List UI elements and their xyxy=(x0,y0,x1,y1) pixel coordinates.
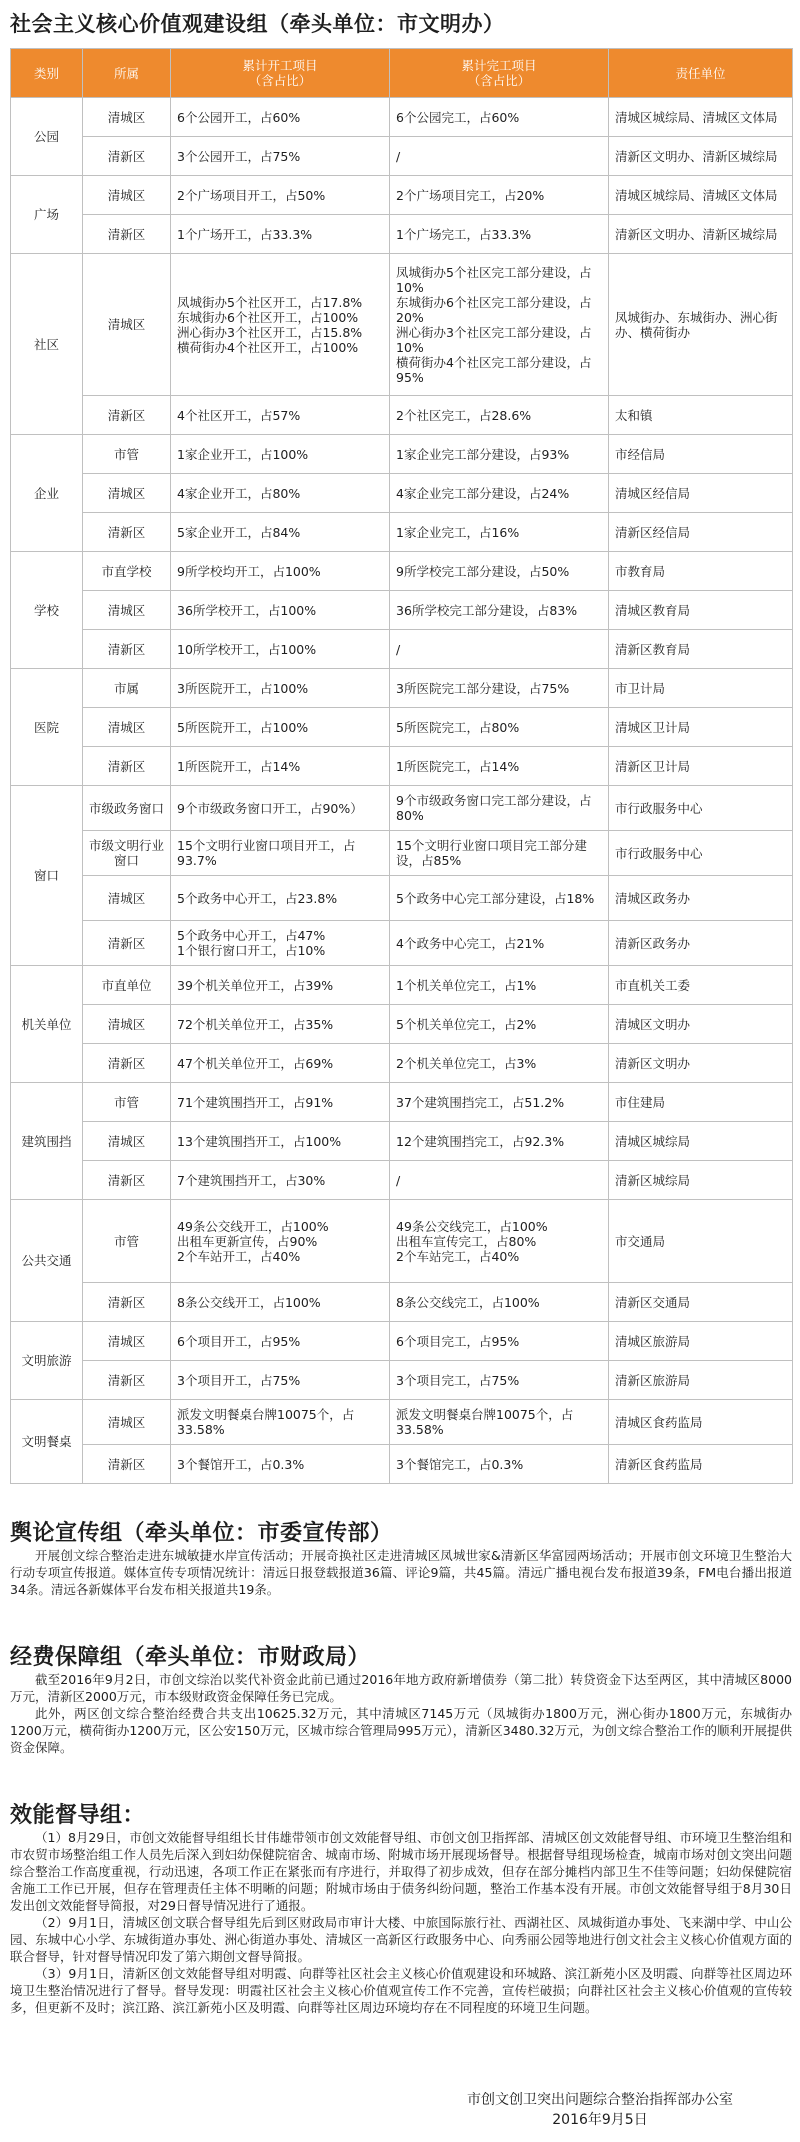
area-cell: 清新区 xyxy=(83,1445,171,1484)
started-cell: 72个机关单位开工，占35% xyxy=(171,1005,390,1044)
header-responsible-unit: 责任单位 xyxy=(609,49,793,98)
responsible-unit-cell: 清城区城综局、清城区文体局 xyxy=(609,98,793,137)
header-category: 类别 xyxy=(11,49,83,98)
table-row xyxy=(11,708,793,747)
supervision-title: 效能督导组： xyxy=(10,1803,146,1828)
table-row xyxy=(11,876,793,921)
started-cell: 4家企业开工，占80% xyxy=(171,474,390,513)
area-cell: 清新区 xyxy=(83,630,171,669)
started-cell: 派发文明餐桌台牌10075个，占33.58% xyxy=(171,1400,390,1445)
area-cell: 市管 xyxy=(83,1200,171,1283)
area-cell: 清新区 xyxy=(83,747,171,786)
responsible-unit-cell: 市住建局 xyxy=(609,1083,793,1122)
completed-cell: / xyxy=(390,137,609,176)
completed-cell: 凤城街办5个社区完工部分建设，占10% 东城街办6个社区完工部分建设，占20% 洲心街办3个社区完工部分建设，占10% 横荷街办4个社区完工部分建设，占95% xyxy=(390,254,609,396)
completed-cell: / xyxy=(390,630,609,669)
started-cell: 71个建筑围挡开工，占91% xyxy=(171,1083,390,1122)
table-row xyxy=(11,921,793,966)
started-cell: 1所医院开工，占14% xyxy=(171,747,390,786)
category-cell: 文明旅游 xyxy=(11,1322,83,1400)
completed-cell: 3所医院完工部分建设，占75% xyxy=(390,669,609,708)
responsible-unit-cell: 清城区文明办 xyxy=(609,1005,793,1044)
responsible-unit-cell: 清城区教育局 xyxy=(609,591,793,630)
responsible-unit-cell: 清城区政务办 xyxy=(609,876,793,921)
category-cell: 文明餐桌 xyxy=(11,1400,83,1484)
started-cell: 9个市级政务窗口开工，占90%） xyxy=(171,786,390,831)
table-row xyxy=(11,1322,793,1361)
area-cell: 清城区 xyxy=(83,254,171,396)
responsible-unit-cell: 市教育局 xyxy=(609,552,793,591)
responsible-unit-cell: 市卫计局 xyxy=(609,669,793,708)
table-row xyxy=(11,474,793,513)
table-row xyxy=(11,1044,793,1083)
responsible-unit-cell: 清新区教育局 xyxy=(609,630,793,669)
area-cell: 清新区 xyxy=(83,215,171,254)
area-cell: 清新区 xyxy=(83,1283,171,1322)
started-cell: 5个政务中心开工，占47% 1个银行窗口开工，占10% xyxy=(171,921,390,966)
area-cell: 清城区 xyxy=(83,98,171,137)
progress-table xyxy=(10,48,793,1484)
completed-cell: 4个政务中心完工，占21% xyxy=(390,921,609,966)
completed-cell: 2个广场项目完工，占20% xyxy=(390,176,609,215)
table-row xyxy=(11,98,793,137)
completed-cell: 8条公交线完工，占100% xyxy=(390,1283,609,1322)
table-row xyxy=(11,1005,793,1044)
table-row xyxy=(11,669,793,708)
table-row xyxy=(11,1200,793,1283)
responsible-unit-cell: 清新区文明办、清新区城综局 xyxy=(609,137,793,176)
completed-cell: 1家企业完工部分建设，占93% xyxy=(390,435,609,474)
table-row xyxy=(11,831,793,876)
area-cell: 清城区 xyxy=(83,176,171,215)
completed-cell: 15个文明行业窗口项目完工部分建设，占85% xyxy=(390,831,609,876)
responsible-unit-cell: 市行政服务中心 xyxy=(609,786,793,831)
responsible-unit-cell: 清新区文明办、清新区城综局 xyxy=(609,215,793,254)
started-cell: 47个机关单位开工，占69% xyxy=(171,1044,390,1083)
started-cell: 3所医院开工，占100% xyxy=(171,669,390,708)
started-cell: 6个公园开工，占60% xyxy=(171,98,390,137)
area-cell: 清城区 xyxy=(83,1122,171,1161)
responsible-unit-cell: 清城区食药监局 xyxy=(609,1400,793,1445)
responsible-unit-cell: 清新区政务办 xyxy=(609,921,793,966)
table-row xyxy=(11,786,793,831)
footer-date: 2016年9月5日 xyxy=(552,2112,648,2128)
started-cell: 9所学校均开工，占100% xyxy=(171,552,390,591)
area-cell: 清城区 xyxy=(83,1400,171,1445)
completed-cell: 12个建筑围挡完工，占92.3% xyxy=(390,1122,609,1161)
completed-cell: 5个机关单位完工，占2% xyxy=(390,1005,609,1044)
area-cell: 清新区 xyxy=(83,513,171,552)
area-cell: 清城区 xyxy=(83,876,171,921)
table-row xyxy=(11,137,793,176)
area-cell: 清新区 xyxy=(83,1161,171,1200)
table-header-row xyxy=(11,49,793,98)
completed-cell: 派发文明餐桌台牌10075个，占33.58% xyxy=(390,1400,609,1445)
started-cell: 3个餐馆开工，占0.3% xyxy=(171,1445,390,1484)
started-cell: 13个建筑围挡开工，占100% xyxy=(171,1122,390,1161)
table-row xyxy=(11,176,793,215)
area-cell: 市级文明行业窗口 xyxy=(83,831,171,876)
category-cell: 机关单位 xyxy=(11,966,83,1083)
completed-cell: 3个项目完工，占75% xyxy=(390,1361,609,1400)
started-cell: 5个政务中心开工，占23.8% xyxy=(171,876,390,921)
started-cell: 凤城街办5个社区开工，占17.8% 东城街办6个社区开工，占100% 洲心街办3个社区开工，占15.8% 横荷街办4个社区开工，占100% xyxy=(171,254,390,396)
table-row xyxy=(11,1161,793,1200)
table-row xyxy=(11,747,793,786)
supervision-paragraph-2: （2）9月1日，清城区创文联合督导组先后到区财政局市审计大楼、中旅国际旅行社、西湖社区、凤城街道办事处、飞来湖中学、中山公园、东城中心小学、东城街道办事处、洲心街道办事处、清城区一高新区行政服务中心、向秀丽公园等地进行创文社会主义核心价值观方面的联合督导，针对督导情况印发了第六期创文督导简报。 xyxy=(10,1915,792,1964)
supervision-paragraph-1: （1）8月29日，市创文效能督导组组长甘伟雄带领市创文效能督导组、市创文创卫指挥部、清城区创文效能督导组、市环境卫生整治组和市农贸市场整治组工作人员先后深入到妇幼保健院宿舍、城南市场、附城市场开展现场督导。根据督导组现场检查，城南市场对创文突出问题综合整治工作高度重视，行动迅速，各项工作正在紧张而有序进行，并取得了初步成效，但存在部分摊档内部卫生不佳等问题；妇幼保健院宿舍施工工作已开展，但存在管理责任主体不明晰的问题；附城市场由于债务纠纷问题，整治工作基本没有开展。市创文效能督导组于8月30日发出创文效能督导简报，对29日督导情况进行了通报。 xyxy=(10,1830,792,1913)
completed-cell: 6个公园完工，占60% xyxy=(390,98,609,137)
completed-cell: 4家企业完工部分建设，占24% xyxy=(390,474,609,513)
area-cell: 清新区 xyxy=(83,137,171,176)
completed-cell: / xyxy=(390,1161,609,1200)
responsible-unit-cell: 清新区食药监局 xyxy=(609,1445,793,1484)
started-cell: 3个项目开工，占75% xyxy=(171,1361,390,1400)
area-cell: 清城区 xyxy=(83,708,171,747)
footer-org: 市创文创卫突出问题综合整治指挥部办公室 xyxy=(467,2092,733,2108)
completed-cell: 3个餐馆完工，占0.3% xyxy=(390,1445,609,1484)
table-row xyxy=(11,1122,793,1161)
area-cell: 清新区 xyxy=(83,1361,171,1400)
category-cell: 社区 xyxy=(11,254,83,435)
completed-cell: 6个项目完工，占95% xyxy=(390,1322,609,1361)
category-cell: 公共交通 xyxy=(11,1200,83,1322)
area-cell: 清新区 xyxy=(83,921,171,966)
table-row xyxy=(11,630,793,669)
table-body xyxy=(11,98,793,1484)
area-cell: 清城区 xyxy=(83,1005,171,1044)
category-cell: 医院 xyxy=(11,669,83,786)
started-cell: 6个项目开工，占95% xyxy=(171,1322,390,1361)
area-cell: 市直学校 xyxy=(83,552,171,591)
started-cell: 8条公交线开工，占100% xyxy=(171,1283,390,1322)
table-row xyxy=(11,1361,793,1400)
completed-cell: 1个广场完工，占33.3% xyxy=(390,215,609,254)
responsible-unit-cell: 凤城街办、东城街办、洲心街办、横荷街办 xyxy=(609,254,793,396)
table-row xyxy=(11,215,793,254)
completed-cell: 2个社区完工，占28.6% xyxy=(390,396,609,435)
completed-cell: 9个市级政务窗口完工部分建设，占80% xyxy=(390,786,609,831)
table-row xyxy=(11,966,793,1005)
started-cell: 39个机关单位开工，占39% xyxy=(171,966,390,1005)
started-cell: 2个广场项目开工，占50% xyxy=(171,176,390,215)
started-cell: 10所学校开工，占100% xyxy=(171,630,390,669)
category-cell: 企业 xyxy=(11,435,83,552)
category-cell: 学校 xyxy=(11,552,83,669)
responsible-unit-cell: 清城区城综局 xyxy=(609,1122,793,1161)
responsible-unit-cell: 清新区卫计局 xyxy=(609,747,793,786)
started-cell: 49条公交线开工，占100% 出租车更新宣传，占90% 2个车站开工，占40% xyxy=(171,1200,390,1283)
completed-cell: 36所学校完工部分建设，占83% xyxy=(390,591,609,630)
responsible-unit-cell: 市经信局 xyxy=(609,435,793,474)
responsible-unit-cell: 市行政服务中心 xyxy=(609,831,793,876)
table-row xyxy=(11,1445,793,1484)
category-cell: 公园 xyxy=(11,98,83,176)
responsible-unit-cell: 清新区旅游局 xyxy=(609,1361,793,1400)
responsible-unit-cell: 清新区城综局 xyxy=(609,1161,793,1200)
completed-cell: 1个机关单位完工，占1% xyxy=(390,966,609,1005)
completed-cell: 2个机关单位完工，占3% xyxy=(390,1044,609,1083)
responsible-unit-cell: 市交通局 xyxy=(609,1200,793,1283)
header-area: 所属 xyxy=(83,49,171,98)
section-title-core-values: 社会主义核心价值观建设组（牵头单位：市文明办） xyxy=(10,12,505,36)
started-cell: 5所医院开工，占100% xyxy=(171,708,390,747)
table-row xyxy=(11,396,793,435)
completed-cell: 5所医院完工，占80% xyxy=(390,708,609,747)
header-started: 累计开工项目 （含占比） xyxy=(171,49,390,98)
started-cell: 3个公园开工，占75% xyxy=(171,137,390,176)
started-cell: 4个社区开工，占57% xyxy=(171,396,390,435)
started-cell: 7个建筑围挡开工，占30% xyxy=(171,1161,390,1200)
responsible-unit-cell: 清新区经信局 xyxy=(609,513,793,552)
started-cell: 1个广场开工，占33.3% xyxy=(171,215,390,254)
supervision-section xyxy=(10,1798,792,2016)
area-cell: 清新区 xyxy=(83,1044,171,1083)
table-row xyxy=(11,1083,793,1122)
table-row xyxy=(11,552,793,591)
started-cell: 1家企业开工，占100% xyxy=(171,435,390,474)
supervision-paragraph-3: （3）9月1日，清新区创文效能督导组对明霞、向群等社区社会主义核心价值观建设和环城路、滨江新苑小区及明霞、向群等社区周边环境卫生整治情况进行了督导。督导发现：明霞社区社会主义核心价值观宣传工作不完善，宣传栏破损；向群社区社会主义核心价值观的宣传较多，但更新不及时；滨江路、滨江新苑小区及明霞、向群等社区周边环境均存在不同程度的环境卫生问题。 xyxy=(10,1966,792,2015)
signature-block xyxy=(420,2090,780,2130)
responsible-unit-cell: 清城区经信局 xyxy=(609,474,793,513)
publicity-title: 舆论宣传组（牵头单位：市委宣传部） xyxy=(10,1521,393,1546)
table-row xyxy=(11,513,793,552)
started-cell: 5家企业开工，占84% xyxy=(171,513,390,552)
responsible-unit-cell: 清城区城综局、清城区文体局 xyxy=(609,176,793,215)
started-cell: 36所学校开工，占100% xyxy=(171,591,390,630)
table-row xyxy=(11,1400,793,1445)
area-cell: 清城区 xyxy=(83,1322,171,1361)
table-row xyxy=(11,1283,793,1322)
table-row xyxy=(11,435,793,474)
responsible-unit-cell: 市直机关工委 xyxy=(609,966,793,1005)
area-cell: 市管 xyxy=(83,1083,171,1122)
responsible-unit-cell: 清城区卫计局 xyxy=(609,708,793,747)
completed-cell: 1所医院完工，占14% xyxy=(390,747,609,786)
category-cell: 广场 xyxy=(11,176,83,254)
area-cell: 市属 xyxy=(83,669,171,708)
completed-cell: 1家企业完工，占16% xyxy=(390,513,609,552)
funding-paragraph-2: 此外，两区创文综合整治经费合共支出10625.32万元，其中清城区7145万元（凤城街办1800万元，洲心街办1800万元，东城街办1200万元，横荷街办1200万元，区公安150万元，区城市综合管理局995万元），清新区3480.32万元，为创文综合整治工作的顺利开展提供资金保障。 xyxy=(10,1706,792,1755)
area-cell: 清城区 xyxy=(83,591,171,630)
completed-cell: 9所学校完工部分建设，占50% xyxy=(390,552,609,591)
category-cell: 建筑围挡 xyxy=(11,1083,83,1200)
table-row xyxy=(11,591,793,630)
area-cell: 清新区 xyxy=(83,396,171,435)
funding-section xyxy=(10,1640,792,1756)
area-cell: 市管 xyxy=(83,435,171,474)
funding-paragraph-1: 截至2016年9月2日，市创文综治以奖代补资金此前已通过2016年地方政府新增债券（第二批）转贷资金下达至两区，其中清城区8000万元，清新区2000万元，市本级财政资金保障任务已完成。 xyxy=(10,1672,792,1704)
area-cell: 市级政务窗口 xyxy=(83,786,171,831)
completed-cell: 5个政务中心完工部分建设，占18% xyxy=(390,876,609,921)
table-row xyxy=(11,254,793,396)
completed-cell: 49条公交线完工，占100% 出租车宣传完工，占80% 2个车站完工，占40% xyxy=(390,1200,609,1283)
funding-title: 经费保障组（牵头单位：市财政局） xyxy=(10,1645,371,1670)
publicity-paragraph: 开展创文综合整治走进东城敏捷水岸宣传活动；开展奇换社区走进清城区凤城世家&清新区华富园两场活动；开展市创文环境卫生整治大行动专项宣传报道。媒体宣传专项情况统计：清远日报登载报道36篇、评论9篇，共45篇。清远广播电视台发布报道39条，FM电台播出报道34条。清远各新媒体平台发布相关报道共19条。 xyxy=(10,1548,792,1597)
publicity-section xyxy=(10,1516,792,1598)
responsible-unit-cell: 清新区文明办 xyxy=(609,1044,793,1083)
responsible-unit-cell: 清城区旅游局 xyxy=(609,1322,793,1361)
area-cell: 清城区 xyxy=(83,474,171,513)
completed-cell: 37个建筑围挡完工，占51.2% xyxy=(390,1083,609,1122)
started-cell: 15个文明行业窗口项目开工，占93.7% xyxy=(171,831,390,876)
responsible-unit-cell: 太和镇 xyxy=(609,396,793,435)
header-completed: 累计完工项目 （含占比） xyxy=(390,49,609,98)
area-cell: 市直单位 xyxy=(83,966,171,1005)
category-cell: 窗口 xyxy=(11,786,83,966)
responsible-unit-cell: 清新区交通局 xyxy=(609,1283,793,1322)
